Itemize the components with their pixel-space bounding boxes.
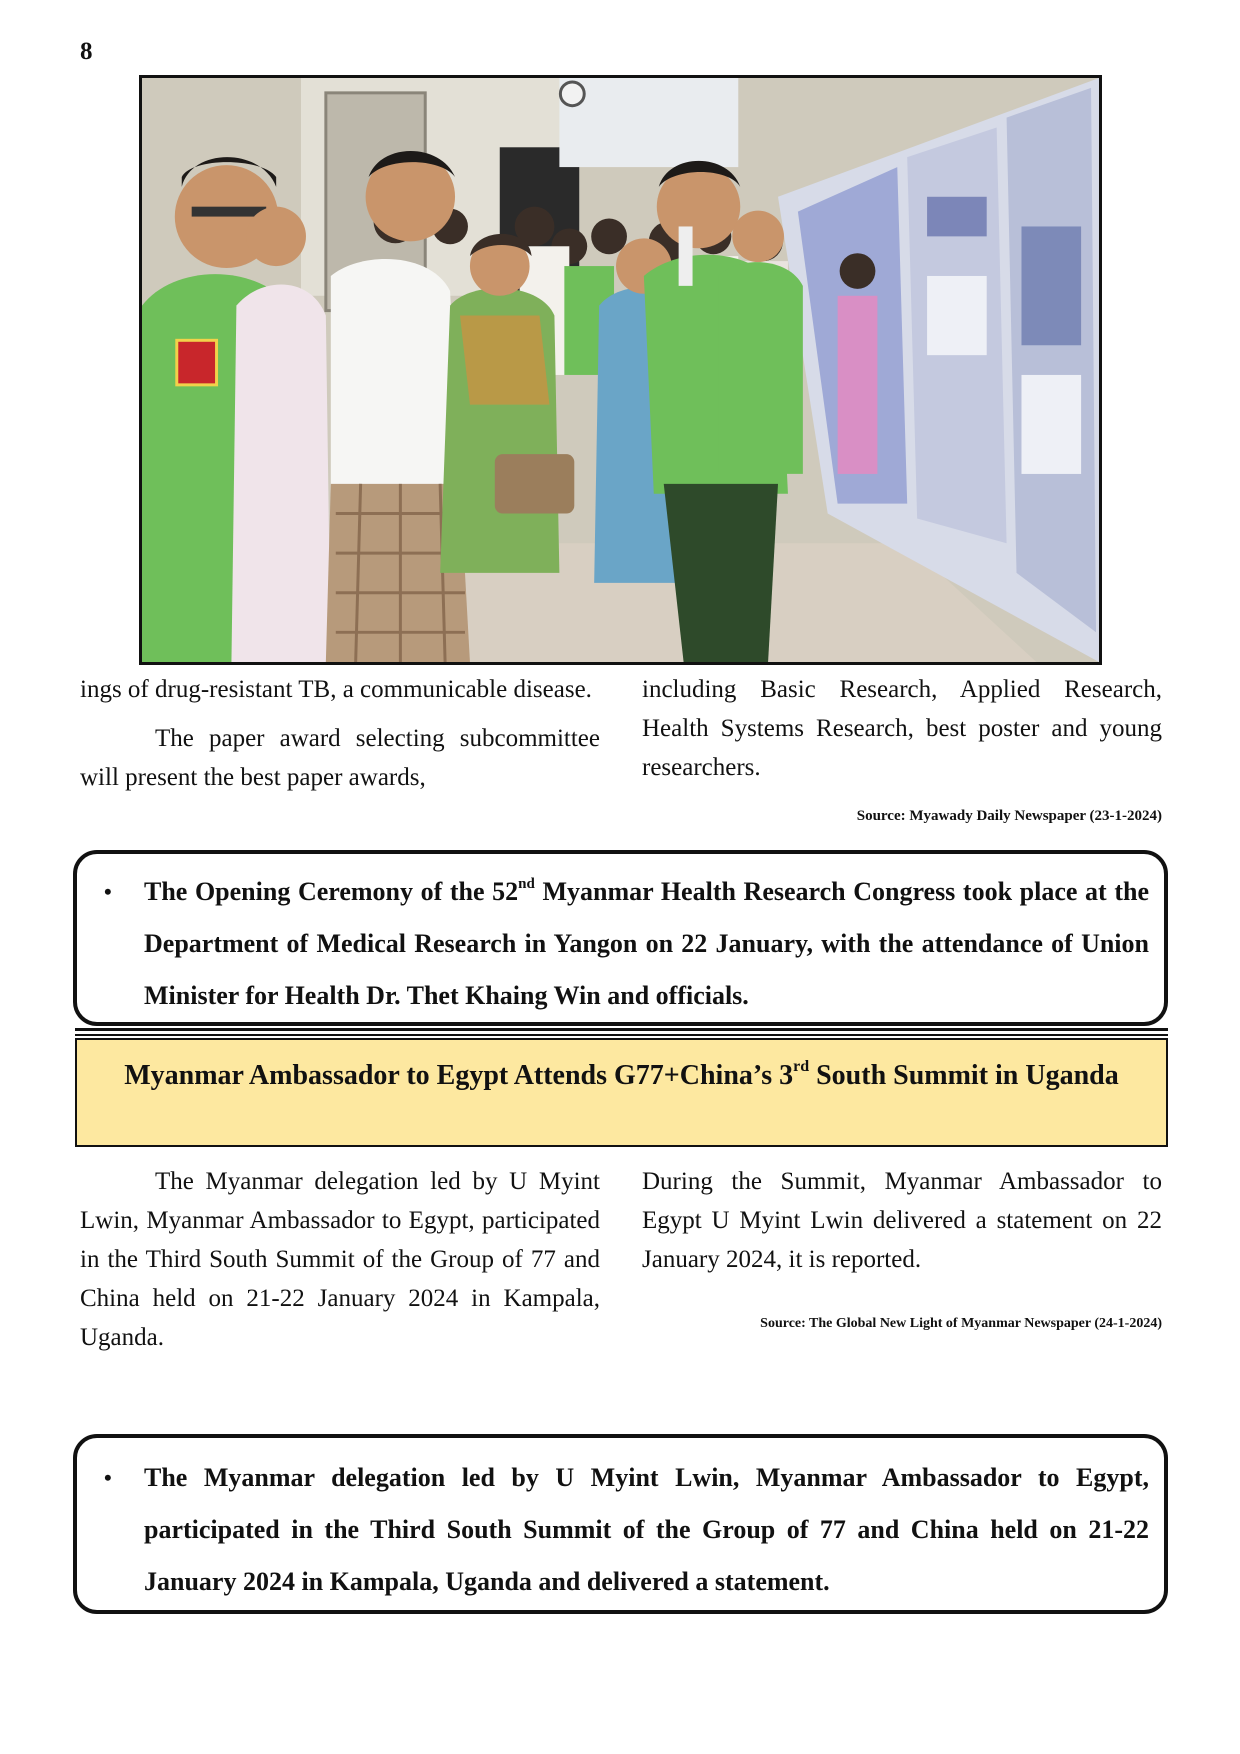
bullet-icon: • [104, 1465, 112, 1490]
article2-headline [75, 1038, 1168, 1147]
bullet-icon: • [104, 879, 112, 904]
article2-left-paragraph: The Myanmar delegation led by U Myint Lwin, Myanmar Ambassador to Egypt, participated in the Third South Summit of the Group of 77 and China held on 21-22 January 2024 in Kampala, Uganda. [80, 1168, 600, 1351]
highlight-1-text-after: Myanmar Health Research Congress took place at the Department of Medical Research in Yangon on 22 January, with the attendance of Union Minister for Health Dr. Thet Khaing Win and officials. [144, 877, 1149, 1010]
page-number: 8 [80, 38, 93, 65]
highlight-box-1-item [92, 866, 1149, 1022]
article2-left-column [80, 1162, 600, 1357]
highlight-1-sup: nd [518, 876, 535, 892]
article2-source: Source: The Global New Light of Myanmar Newspaper (24-1-2024) [760, 1316, 1162, 1331]
article1-left-paragraph-1: ings of drug-resistant TB, a communicable disease. [80, 676, 592, 703]
news-photo [139, 75, 1102, 665]
article1-right-column [642, 670, 1162, 787]
highlight-2-text: The Myanmar delegation led by U Myint Lwin, Myanmar Ambassador to Egypt, participated in the Third South Summit of the Group of 77 and China held on 21-22 January 2024 in Kampala, Uganda and delivered a statement. [144, 1463, 1149, 1596]
headline-text-before: Myanmar Ambassador to Egypt Attends G77+China’s 3 [124, 1060, 794, 1091]
article2-right-paragraph: During the Summit, Myanmar Ambassador to Egypt U Myint Lwin delivered a statement on 22 January 2024, it is reported. [642, 1168, 1162, 1273]
headline-text-after: South Summit in Uganda [809, 1060, 1119, 1091]
article2-right-column [642, 1162, 1162, 1279]
article1-right-paragraph-1: including Basic Research, Applied Research, Health Systems Research, best poster and young researchers. [642, 676, 1162, 781]
article1-left-paragraph-2: The paper award selecting subcommittee will present the best paper awards, [80, 725, 600, 791]
article1-source: Source: Myawady Daily Newspaper (23-1-2024) [856, 808, 1162, 824]
highlight-box-1 [73, 850, 1168, 1026]
highlight-box-2-item [92, 1452, 1149, 1608]
divider-rule-bottom [75, 1034, 1168, 1036]
photo-exhibition-scene-icon [142, 78, 1099, 662]
highlight-box-2 [73, 1434, 1168, 1614]
headline-sup: rd [793, 1058, 810, 1075]
divider-rule-top [75, 1028, 1168, 1031]
article1-left-column [80, 670, 600, 797]
highlight-1-text-before: The Opening Ceremony of the 52 [144, 877, 519, 906]
